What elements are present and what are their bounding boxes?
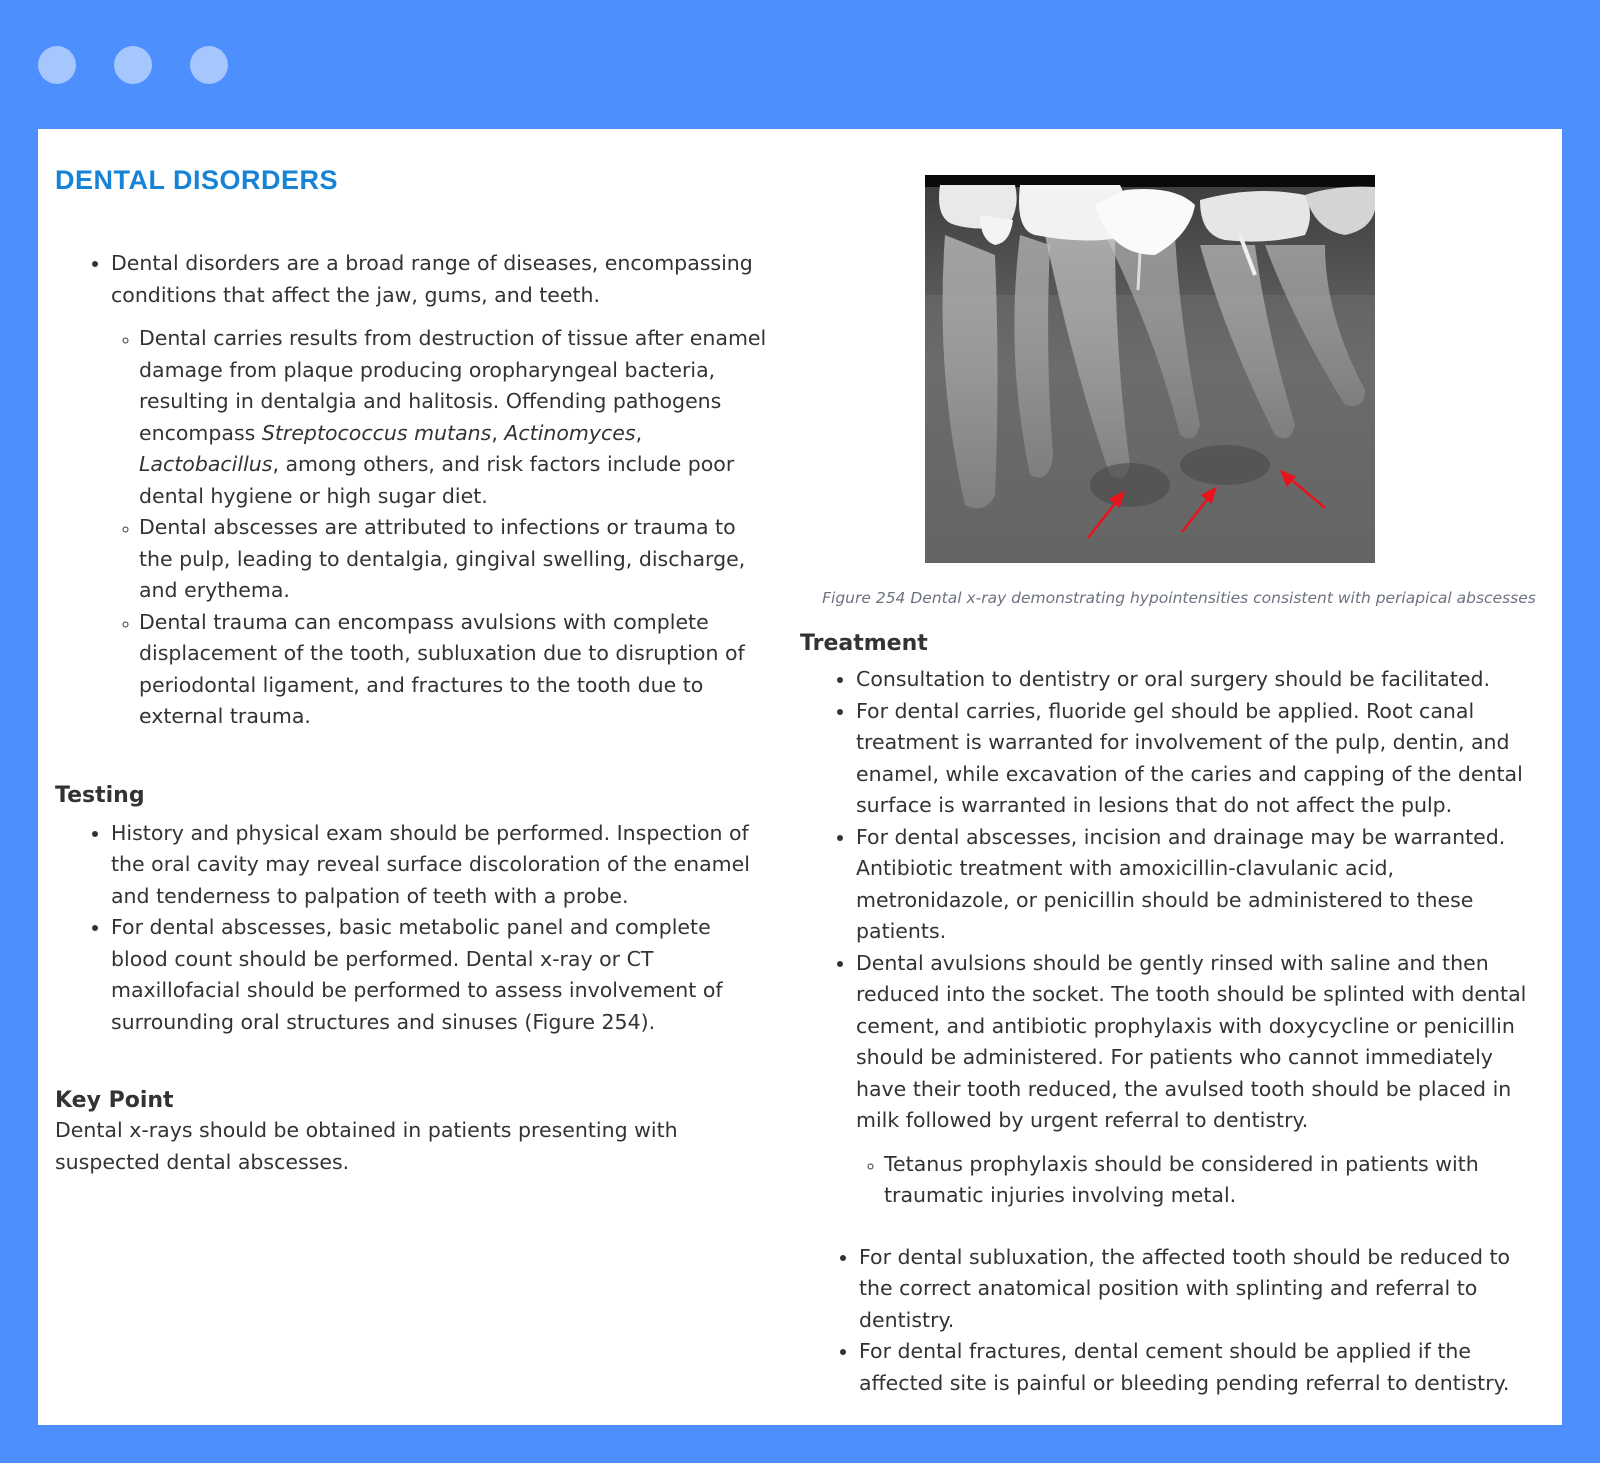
list-item: • For dental subluxation, the affected tooth should be reduced to the correct anatomical position with splinting and referral to dentistry. [859,1242,1540,1337]
treatment-heading: Treatment [800,631,928,656]
list-item: • Consultation to dentistry or oral surgery should be facilitated. [856,664,1540,696]
separator: , [491,420,505,445]
window-close-button[interactable] [38,46,76,84]
carries-text-end: , among others, and risk factors include poor dental hygiene or high sugar diet. [139,452,735,508]
list-item: • For dental carries, fluoride gel should be applied. Root canal treatment is warranted for involvement of the pulp, dentin, and enamel, while excavation of the caries and capping of the dental surface is warranted in lesions that do not affect the pulp. [856,696,1540,822]
pathogen-lactobacillus: Lactobacillus [139,452,273,476]
figure-254 [800,175,1540,607]
right-column [800,175,1540,1399]
list-item [856,948,1540,1212]
list-item-abscesses: ◦ Dental abscesses are attributed to infections or trauma to the pulp, leading to dentalgia, gingival swelling, discharge, and erythema. [139,512,770,607]
treatment-list-continued [800,1242,1540,1400]
page-title: DENTAL DISORDERS [55,165,339,195]
separator: , [635,420,643,445]
pathogen-streptococcus: Streptococcus mutans [261,420,492,445]
treatment-sublist [856,1149,1540,1212]
intro-main-text: Dental disorders are a broad range of diseases, encompassing conditions that affect the jaw, gums, and teeth. [111,251,753,307]
list-item-tetanus: ◦ Tetanus prophylaxis should be considered in patients with traumatic injuries involving metal. [884,1149,1540,1212]
pathogen-actinomyces: Actinomyces [504,420,636,445]
list-item: • For dental abscesses, incision and drainage may be warranted. Antibiotic treatment with amoxicillin-clavulanic acid, metronidazole, or penicillin should be administered to these patients. [856,822,1540,948]
treatment-list [800,664,1540,1212]
list-item [111,248,770,733]
intro-sublist [111,323,770,733]
dental-xray-image [925,175,1375,563]
list-item-trauma: ◦ Dental trauma can encompass avulsions with complete displacement of the tooth, subluxation due to disruption of periodontal ligament, and fractures to the tooth due to external trauma. [139,607,770,733]
list-item: • History and physical exam should be performed. Inspection of the oral cavity may reveal surface discoloration of the enamel and tenderness to palpation of teeth with a probe. [111,818,770,913]
window-controls [38,46,228,84]
key-point-heading: Key Point [55,1088,174,1113]
testing-heading: Testing [55,782,145,808]
testing-list [55,818,770,1039]
list-item-carries [139,323,770,512]
left-column [55,165,770,1178]
document-page [38,129,1562,1425]
window-maximize-button[interactable] [190,46,228,84]
window-minimize-button[interactable] [114,46,152,84]
carries-text: Dental carries results from destruction of tissue after enamel damage from plaque producing oropharyngeal bacteria, resulting in dentalgia and halitosis. Offending pathogens encompass [139,326,767,445]
list-item: • For dental abscesses, basic metabolic panel and complete blood count should be performed. Dental x-ray or CT maxillofacial should be performed to assess involvement of surrounding oral structures and sinuses (Figure 254). [111,912,770,1038]
intro-list [55,248,770,733]
figure-caption: Figure 254 Dental x-ray demonstrating hypointensities consistent with periapical abscesses [822,589,1536,607]
list-item: • For dental fractures, dental cement should be applied if the affected site is painful or bleeding pending referral to dentistry. [859,1336,1540,1399]
avulsion-text: Dental avulsions should be gently rinsed with saline and then reduced into the socket. The tooth should be splinted with dental cement, and antibiotic prophylaxis with doxycycline or penicillin should be administered. For patients who cannot immediately have their tooth reduced, the avulsed tooth should be placed in milk followed by urgent referral to dentistry. [856,950,1527,1132]
key-point-text: Dental x-rays should be obtained in patients presenting with suspected dental abscesses. [55,1118,678,1174]
